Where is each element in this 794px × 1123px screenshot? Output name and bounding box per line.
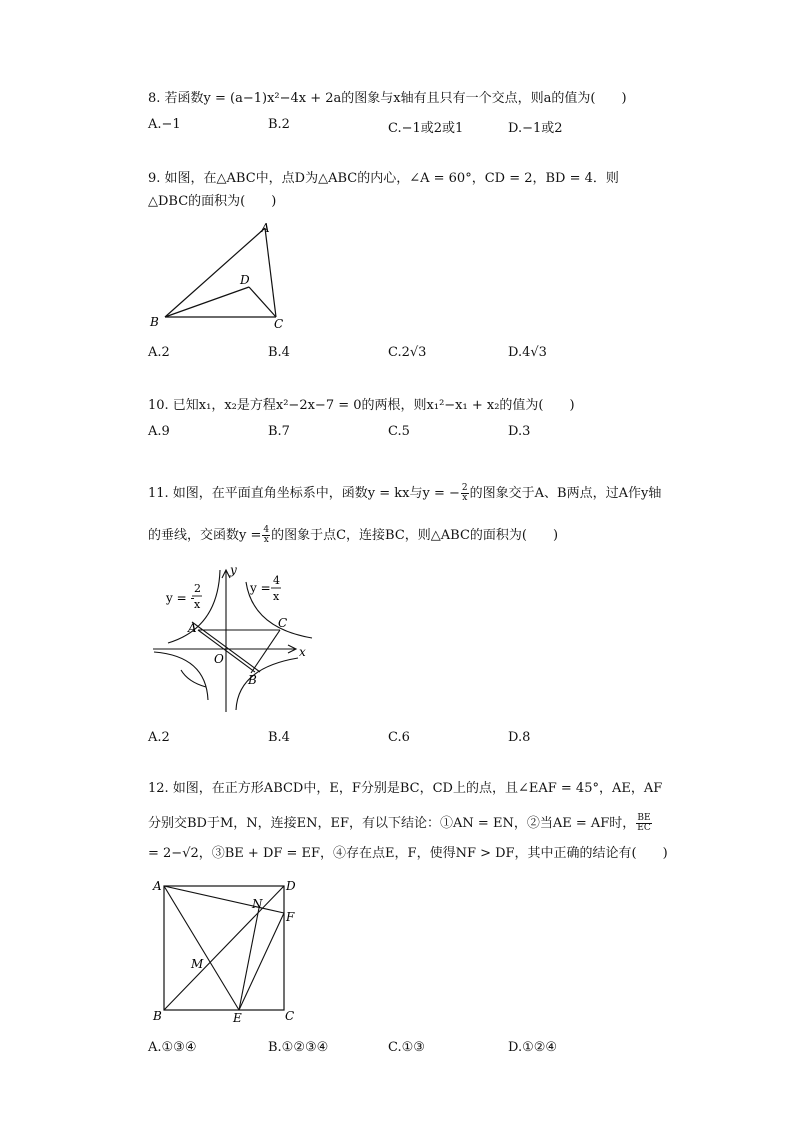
q11-label-left-num: 2 [194,582,201,595]
q11-label-right-num: 4 [273,574,280,587]
q8-option-c[interactable]: C.−1或2或1 [388,121,464,136]
q8-options [0,117,794,135]
q11-option-d[interactable]: D.8 [508,730,531,745]
q12-option-d[interactable]: D.①②④ [508,1040,558,1055]
q12-label-e: E [233,1011,242,1025]
q9-triangle-figure [140,215,300,335]
q9-label-d: D [240,273,250,287]
q10-option-a[interactable]: A.9 [148,424,170,439]
q12-label-d: D [286,879,296,893]
q12-label-m: M [191,957,204,971]
q12-label-b: B [153,1009,162,1023]
q9-option-a[interactable]: A.2 [148,345,170,360]
q12-label-n: N [252,897,263,911]
q8-stem: 8. 若函数y = (a−1)x²−4x + 2a的图象与x轴有且只有一个交点，则a的值为( ) [148,91,627,106]
q9-option-b[interactable]: B.4 [268,345,290,360]
q12-option-a[interactable]: A.①③④ [148,1040,197,1055]
q12-options [0,1040,794,1058]
q11-label-b: B [248,673,257,687]
q11-label-left-den: x [194,598,201,611]
q9-label-a: A [261,221,270,235]
q10-option-b[interactable]: B.7 [268,424,290,439]
q11-option-a[interactable]: A.2 [148,730,170,745]
q11-label-right-curve: y = [250,581,271,595]
q11-hyperbola-figure [148,560,318,715]
q12-stem-line2: 分别交BD于M，N，连接EN，EF，有以下结论：①AN = EN，②当AE = AF时， $\frac{BE}{EC}$ [148,813,651,833]
q12-square-figure [148,872,308,1027]
q11-label-x-axis: x [299,645,306,659]
q11-label-y-axis: y [230,563,237,577]
q10-stem: 10. 已知x₁，x₂是方程x²−2x−7 = 0的两根，则x₁²−x₁ + x₂的值为( ) [148,398,575,413]
q11-label-left-curve: y = - [166,591,195,605]
q9-label-c: C [274,317,284,331]
q8-option-d[interactable]: D.−1或2 [508,121,563,136]
q11-fraction-1: $\frac{2}{x}$ [461,483,468,503]
q11-label-origin: O [214,652,224,666]
q12-label-f: F [286,910,295,924]
q9-options [0,345,794,363]
q10-options [0,424,794,442]
q12-stem-line1: 12. 如图，在正方形ABCD中，E，F分别是BC，CD上的点，且∠EAF = 45°，AE，AF [148,781,663,796]
q9-option-d[interactable]: D.4√3 [508,345,547,360]
q10-option-c[interactable]: C.5 [388,424,410,439]
q11-stem-line2: 的垂线，交函数y = $\frac{4}{x}$ 的图象于点C，连接BC，则△ABC的面积为( ) [148,525,559,545]
q8-option-b[interactable]: B.2 [268,117,290,132]
q12-fraction: $\frac{BE}{EC}$ [637,813,651,833]
q9-stem-line1: 9. 如图，在△ABC中，点D为△ABC的内心，∠A = 60°，CD = 2，BD = 4．则 [148,171,619,186]
q11-option-b[interactable]: B.4 [268,730,290,745]
q11-option-c[interactable]: C.6 [388,730,410,745]
q11-options [0,730,794,748]
q9-stem-line2: △DBC的面积为( ) [148,194,277,209]
q11-label-c: C [278,616,288,630]
q10-option-d[interactable]: D.3 [508,424,531,439]
q12-option-c[interactable]: C.①③ [388,1040,425,1055]
q12-stem-line3: = 2−√2，③BE + DF = EF，④存在点E，F，使得NF > DF，其中正确的结论有( ) [148,846,668,861]
q9-option-c[interactable]: C.2√3 [388,345,427,360]
q12-option-b[interactable]: B.①②③④ [268,1040,329,1055]
q11-label-a: A [188,621,197,635]
q11-label-right-den: x [273,590,280,603]
q12-label-a: A [153,879,162,893]
q11-fraction-2: $\frac{4}{x}$ [263,525,270,545]
q11-stem-line1: 11. 如图，在平面直角坐标系中，函数y = kx与y = − $\frac{2}{x}$ 的图象交于A、B两点，过A作y轴 [148,483,662,503]
q12-label-c: C [285,1009,295,1023]
q8-option-a[interactable]: A.−1 [148,117,181,132]
q9-label-b: B [150,315,159,329]
